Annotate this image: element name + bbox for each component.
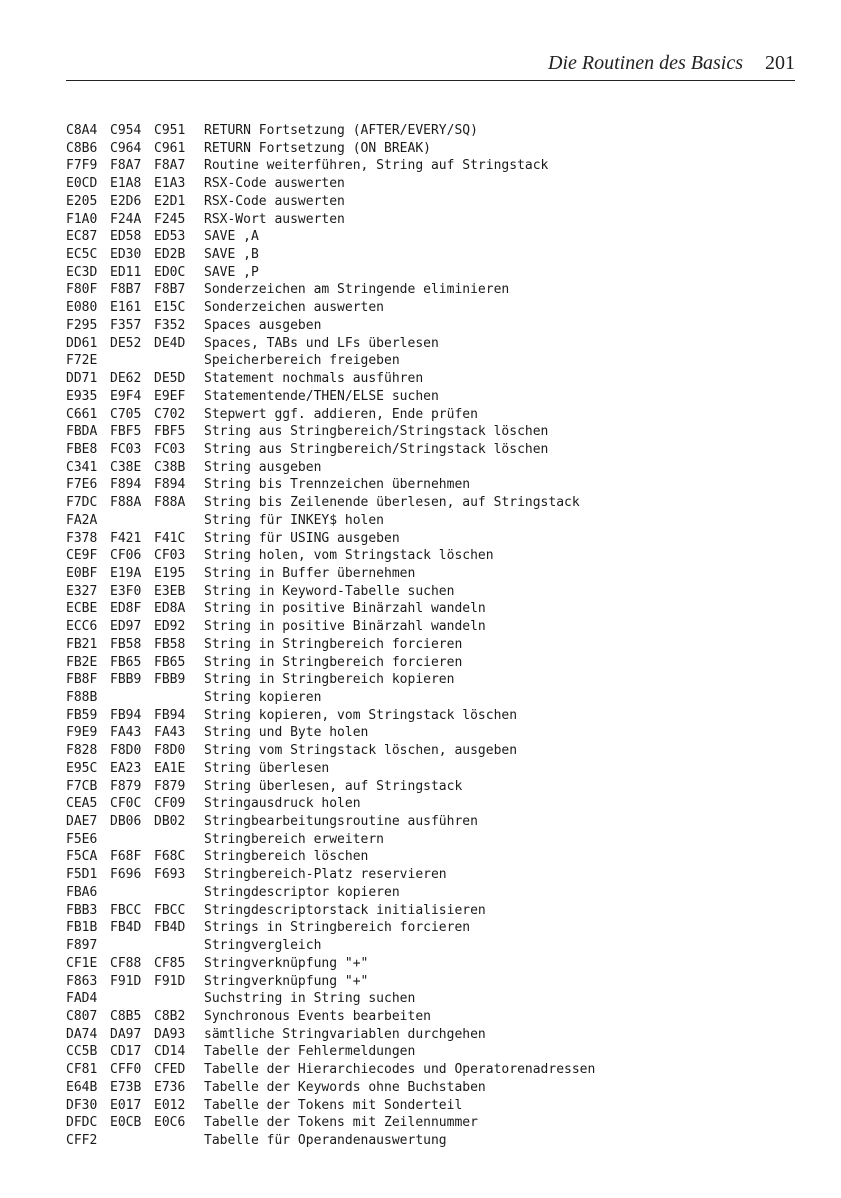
address-cpc464: F295 [66, 317, 98, 333]
address-cpc464: FBE8 [66, 441, 98, 457]
address-cpc6128: CD14 [154, 1044, 186, 1060]
routine-description: String in Buffer übernehmen [204, 565, 416, 581]
address-cpc664: DE62 [110, 371, 142, 387]
address-cpc6128: CF85 [154, 955, 186, 971]
address-cpc464: F7F9 [66, 158, 98, 174]
routine-description: String aus Stringbereich/Stringstack löschen [204, 424, 549, 440]
routine-description: SAVE ,B [204, 247, 259, 263]
address-cpc6128: FB4D [154, 920, 186, 936]
address-cpc6128: F879 [154, 778, 186, 794]
address-cpc664: CFF0 [110, 1062, 142, 1078]
routine-description: String überlesen [204, 760, 330, 776]
routine-description: String in positive Binärzahl wandeln [204, 619, 486, 635]
table-row [66, 157, 795, 175]
address-cpc664: FBF5 [110, 424, 142, 440]
address-cpc664: ED8F [110, 601, 142, 617]
address-cpc6128: E15C [154, 300, 186, 316]
address-cpc464: F897 [66, 938, 98, 954]
address-cpc464: CEA5 [66, 796, 98, 812]
address-cpc464: E935 [66, 388, 98, 404]
routine-description: RETURN Fortsetzung (AFTER/EVERY/SQ) [204, 123, 478, 138]
routine-description: Sonderzeichen auswerten [204, 300, 385, 316]
address-cpc464: F80F [66, 282, 98, 298]
routine-description: Stringbearbeitungsroutine ausführen [204, 814, 478, 830]
table-row [66, 530, 795, 548]
table-row [66, 902, 795, 920]
routine-description: String ausgeben [204, 459, 322, 475]
address-cpc6128: DA93 [154, 1026, 186, 1042]
address-cpc664: C8B5 [110, 1008, 142, 1024]
address-cpc464: F5E6 [66, 831, 98, 847]
running-title: Die Routinen des Basics [548, 52, 743, 74]
address-cpc664: E2D6 [110, 193, 142, 209]
routine-description: String in Stringbereich forcieren [204, 654, 463, 670]
table-row [66, 1097, 795, 1115]
routine-description: Spaces, TABs und LFs überlesen [204, 335, 439, 351]
routine-description: Stringverknüpfung "+" [204, 973, 369, 989]
address-cpc6128: F68C [154, 849, 186, 865]
address-cpc464: C8A4 [66, 123, 98, 138]
table-row [66, 707, 795, 725]
table-row [66, 724, 795, 742]
table-row [66, 583, 795, 601]
address-cpc664: FC03 [110, 441, 142, 457]
address-cpc6128: E3EB [154, 583, 186, 599]
routine-description: Stringbereich-Platz reservieren [204, 867, 447, 883]
routine-description: Tabelle der Keywords ohne Buchstaben [204, 1079, 486, 1095]
address-cpc464: F5CA [66, 849, 98, 865]
address-cpc464: FAD4 [66, 991, 98, 1007]
address-cpc664: E1A8 [110, 176, 142, 192]
table-row [66, 494, 795, 512]
address-cpc664: C38E [110, 459, 142, 475]
address-cpc464: DD71 [66, 371, 98, 387]
address-cpc6128: E0C6 [154, 1115, 186, 1131]
address-cpc664: F24A [110, 211, 142, 227]
address-cpc664: F91D [110, 973, 142, 989]
address-cpc464: C8B6 [66, 140, 98, 156]
address-cpc664: CF88 [110, 955, 142, 971]
address-cpc664: FA43 [110, 725, 142, 741]
table-row [66, 848, 795, 866]
routine-description: String bis Trennzeichen übernehmen [204, 477, 471, 493]
table-row [66, 813, 795, 831]
table-row [66, 689, 795, 707]
address-cpc6128: F894 [154, 477, 186, 493]
address-cpc464: E0CD [66, 176, 98, 192]
routine-description: sämtliche Stringvariablen durchgehen [204, 1026, 486, 1042]
address-cpc464: F7CB [66, 778, 98, 794]
table-row [66, 228, 795, 246]
address-cpc464: CFF2 [66, 1132, 98, 1148]
table-row [66, 388, 795, 406]
address-cpc664: F894 [110, 477, 142, 493]
address-cpc6128: E012 [154, 1097, 186, 1113]
table-row [66, 955, 795, 973]
address-cpc6128: FC03 [154, 441, 186, 457]
address-cpc664: CD17 [110, 1044, 142, 1060]
address-cpc6128: FB58 [154, 636, 186, 652]
table-row [66, 406, 795, 424]
routine-description: Stringdescriptorstack initialisieren [204, 902, 486, 918]
address-cpc464: CF1E [66, 955, 98, 971]
table-row [66, 973, 795, 991]
address-cpc464: FB59 [66, 707, 98, 723]
routine-description: Tabelle für Operandenauswertung [204, 1132, 447, 1148]
routine-description: Strings in Stringbereich forcieren [204, 920, 471, 936]
routine-description: String kopieren [204, 690, 322, 705]
routine-description: String aus Stringbereich/Stringstack löschen [204, 441, 549, 457]
address-cpc464: E080 [66, 300, 98, 316]
address-cpc6128: C961 [154, 140, 186, 156]
address-cpc6128: ED92 [154, 619, 186, 635]
address-cpc464: C807 [66, 1008, 98, 1024]
table-row [66, 281, 795, 299]
table-row [66, 476, 795, 494]
table-row [66, 866, 795, 884]
table-row [66, 317, 795, 335]
address-cpc6128: FBCC [154, 902, 186, 918]
routine-description: String holen, vom Stringstack löschen [204, 548, 494, 564]
table-row [66, 1132, 795, 1150]
address-cpc664: CF06 [110, 548, 142, 564]
address-cpc664: FB94 [110, 707, 142, 723]
address-cpc464: E64B [66, 1079, 98, 1095]
routine-description: Suchstring in String suchen [204, 991, 416, 1007]
address-cpc6128: F245 [154, 211, 186, 227]
address-cpc664: FB65 [110, 654, 142, 670]
table-row [66, 636, 795, 654]
address-cpc664: F357 [110, 317, 142, 333]
address-cpc664: E3F0 [110, 583, 142, 599]
address-cpc664: ED58 [110, 229, 142, 245]
address-cpc6128: ED53 [154, 229, 186, 245]
routine-description: String und Byte holen [204, 725, 369, 741]
routine-description: String in Keyword-Tabelle suchen [204, 583, 455, 599]
address-cpc464: F72E [66, 353, 98, 369]
address-cpc464: F5D1 [66, 867, 98, 883]
address-cpc464: E0BF [66, 565, 98, 581]
routine-description: RETURN Fortsetzung (ON BREAK) [204, 140, 431, 156]
address-cpc664: E161 [110, 300, 142, 316]
address-cpc6128: FA43 [154, 725, 186, 741]
routine-description: Stringverknüpfung "+" [204, 955, 369, 971]
table-row [66, 246, 795, 264]
address-cpc464: C341 [66, 459, 98, 475]
address-cpc464: DAE7 [66, 814, 98, 830]
table-row [66, 1026, 795, 1044]
routine-description: SAVE ,A [204, 229, 259, 245]
address-cpc6128: E736 [154, 1079, 186, 1095]
address-cpc6128: F41C [154, 530, 186, 546]
address-cpc6128: E2D1 [154, 193, 186, 209]
routine-description: Stringausdruck holen [204, 796, 361, 812]
table-row [66, 441, 795, 459]
address-cpc6128: DB02 [154, 814, 186, 830]
table-row [66, 831, 795, 849]
address-cpc464: F1A0 [66, 211, 98, 227]
address-cpc664: E017 [110, 1097, 142, 1113]
address-cpc464: CE9F [66, 548, 98, 564]
routine-description: Statementende/THEN/ELSE suchen [204, 388, 439, 404]
address-cpc6128: FB94 [154, 707, 186, 723]
address-cpc464: ECBE [66, 601, 98, 617]
address-cpc464: FB8F [66, 672, 98, 688]
address-cpc664: DB06 [110, 814, 142, 830]
address-cpc6128: E195 [154, 565, 186, 581]
table-row [66, 919, 795, 937]
address-cpc664: C964 [110, 140, 142, 156]
routine-description: Synchronous Events bearbeiten [204, 1008, 431, 1024]
routine-description: String überlesen, auf Stringstack [204, 778, 463, 794]
routine-description: String in positive Binärzahl wandeln [204, 601, 486, 617]
address-cpc6128: CF03 [154, 548, 186, 564]
routine-description: String für INKEY$ holen [204, 512, 385, 528]
address-cpc464: F7E6 [66, 477, 98, 493]
table-row [66, 1061, 795, 1079]
address-cpc6128: F91D [154, 973, 186, 989]
address-cpc664: CF0C [110, 796, 142, 812]
table-row [66, 990, 795, 1008]
address-cpc664: DE52 [110, 335, 142, 351]
table-row [66, 884, 795, 902]
table-row [66, 1114, 795, 1132]
address-cpc464: E205 [66, 193, 98, 209]
address-cpc464: E95C [66, 760, 98, 776]
routine-description: RSX-Wort auswerten [204, 211, 345, 227]
table-row [66, 512, 795, 530]
table-row [66, 175, 795, 193]
routine-description: String kopieren, vom Stringstack löschen [204, 707, 518, 723]
address-cpc464: E327 [66, 583, 98, 599]
address-cpc6128: E1A3 [154, 176, 186, 192]
address-cpc664: ED30 [110, 247, 142, 263]
address-cpc664: C705 [110, 406, 142, 422]
address-cpc6128: F88A [154, 495, 186, 511]
table-row [66, 335, 795, 353]
routine-description: String für USING ausgeben [204, 530, 400, 546]
table-row [66, 370, 795, 388]
table-row [66, 565, 795, 583]
address-cpc664: F8B7 [110, 282, 142, 298]
routine-description: Speicherbereich freigeben [204, 353, 400, 369]
address-cpc464: FBB3 [66, 902, 98, 918]
address-cpc6128: FBF5 [154, 424, 186, 440]
routine-description: Stepwert ggf. addieren, Ende prüfen [204, 406, 478, 422]
routine-description: Routine weiterführen, String auf Stringstack [204, 158, 549, 174]
address-cpc6128: F693 [154, 867, 186, 883]
address-cpc6128: CFED [154, 1062, 186, 1078]
table-row [66, 423, 795, 441]
address-cpc6128: ED2B [154, 247, 186, 263]
table-row [66, 671, 795, 689]
table-row [66, 1043, 795, 1061]
address-cpc464: DD61 [66, 335, 98, 351]
address-cpc464: EC87 [66, 229, 98, 245]
address-cpc6128: CF09 [154, 796, 186, 812]
address-cpc6128: E9EF [154, 388, 186, 404]
address-cpc6128: C8B2 [154, 1008, 186, 1024]
address-cpc664: E73B [110, 1079, 142, 1095]
address-cpc6128: C38B [154, 459, 186, 475]
address-cpc6128: C951 [154, 123, 186, 138]
table-row [66, 299, 795, 317]
address-cpc664: ED11 [110, 264, 142, 280]
table-row [66, 1008, 795, 1026]
address-cpc464: C661 [66, 406, 98, 422]
routine-description: Stringbereich erweitern [204, 831, 385, 847]
table-row [66, 742, 795, 760]
table-row [66, 193, 795, 211]
address-cpc664: E19A [110, 565, 142, 581]
routine-description: Tabelle der Hierarchiecodes und Operatorenadressen [204, 1062, 596, 1078]
address-cpc664: FB4D [110, 920, 142, 936]
address-cpc464: DF30 [66, 1097, 98, 1113]
address-cpc664: C954 [110, 123, 142, 138]
address-cpc464: F7DC [66, 495, 98, 511]
address-cpc6128: EA1E [154, 760, 186, 776]
table-row [66, 122, 795, 140]
address-cpc664: FBCC [110, 902, 142, 918]
address-cpc664: E0CB [110, 1115, 142, 1131]
routine-description: String bis Zeilenende überlesen, auf Stringstack [204, 495, 580, 511]
address-cpc464: FA2A [66, 512, 98, 528]
address-cpc664: F879 [110, 778, 142, 794]
routine-description: Sonderzeichen am Stringende eliminieren [204, 282, 510, 298]
routine-description: RSX-Code auswerten [204, 193, 345, 209]
address-cpc464: F9E9 [66, 725, 98, 741]
routine-description: Stringvergleich [204, 938, 322, 954]
address-cpc464: FBA6 [66, 884, 98, 900]
table-row [66, 795, 795, 813]
address-cpc464: EC5C [66, 247, 98, 263]
routine-description: Tabelle der Tokens mit Zeilennummer [204, 1115, 478, 1131]
table-row [66, 459, 795, 477]
table-row [66, 264, 795, 282]
table-row [66, 654, 795, 672]
table-row [66, 140, 795, 158]
address-cpc6128: F352 [154, 317, 186, 333]
page-header [66, 44, 795, 81]
address-cpc664: EA23 [110, 760, 142, 776]
routine-description: Stringdescriptor kopieren [204, 884, 400, 900]
routine-description: String vom Stringstack löschen, ausgeben [204, 743, 518, 759]
address-cpc6128: ED8A [154, 601, 186, 617]
address-cpc664: FBB9 [110, 672, 142, 688]
address-cpc464: DFDC [66, 1115, 98, 1131]
routine-description: RSX-Code auswerten [204, 176, 345, 192]
address-cpc464: FB21 [66, 636, 98, 652]
routine-description: Spaces ausgeben [204, 317, 322, 333]
table-row [66, 211, 795, 229]
address-cpc464: DA74 [66, 1026, 98, 1042]
table-row [66, 937, 795, 955]
address-cpc664: ED97 [110, 619, 142, 635]
table-row [66, 1079, 795, 1097]
routine-description: Tabelle der Tokens mit Sonderteil [204, 1097, 463, 1113]
address-cpc464: FB1B [66, 920, 98, 936]
table-row [66, 352, 795, 370]
address-cpc464: FBDA [66, 424, 98, 440]
address-cpc6128: DE4D [154, 335, 186, 351]
address-cpc464: F863 [66, 973, 98, 989]
address-cpc6128: DE5D [154, 371, 186, 387]
address-cpc464: CC5B [66, 1044, 98, 1060]
routine-description: SAVE ,P [204, 264, 259, 280]
address-cpc664: F421 [110, 530, 142, 546]
address-cpc6128: ED0C [154, 264, 186, 280]
routine-description: String in Stringbereich kopieren [204, 672, 455, 688]
address-cpc464: F378 [66, 530, 98, 546]
address-cpc464: F88B [66, 690, 98, 705]
routine-list [66, 122, 795, 1150]
routine-description: Stringbereich löschen [204, 849, 369, 865]
address-cpc664: F8D0 [110, 743, 142, 759]
table-row [66, 778, 795, 796]
address-cpc464: EC3D [66, 264, 98, 280]
address-cpc664: DA97 [110, 1026, 142, 1042]
address-cpc464: CF81 [66, 1062, 98, 1078]
address-cpc664: E9F4 [110, 388, 142, 404]
address-cpc664: F68F [110, 849, 142, 865]
table-row [66, 600, 795, 618]
page-number: 201 [765, 52, 795, 74]
table-row [66, 547, 795, 565]
address-cpc6128: FBB9 [154, 672, 186, 688]
table-row [66, 618, 795, 636]
address-cpc664: FB58 [110, 636, 142, 652]
address-cpc664: F696 [110, 867, 142, 883]
routine-description: String in Stringbereich forcieren [204, 636, 463, 652]
address-cpc6128: F8B7 [154, 282, 186, 298]
address-cpc6128: C702 [154, 406, 186, 422]
address-cpc664: F8A7 [110, 158, 142, 174]
address-cpc6128: FB65 [154, 654, 186, 670]
address-cpc464: ECC6 [66, 619, 98, 635]
address-cpc464: FB2E [66, 654, 98, 670]
address-cpc6128: F8D0 [154, 743, 186, 759]
table-row [66, 760, 795, 778]
routine-description: Tabelle der Fehlermeldungen [204, 1044, 416, 1060]
address-cpc664: F88A [110, 495, 142, 511]
address-cpc464: F828 [66, 743, 98, 759]
routine-description: Statement nochmals ausführen [204, 371, 424, 387]
address-cpc6128: F8A7 [154, 158, 186, 174]
